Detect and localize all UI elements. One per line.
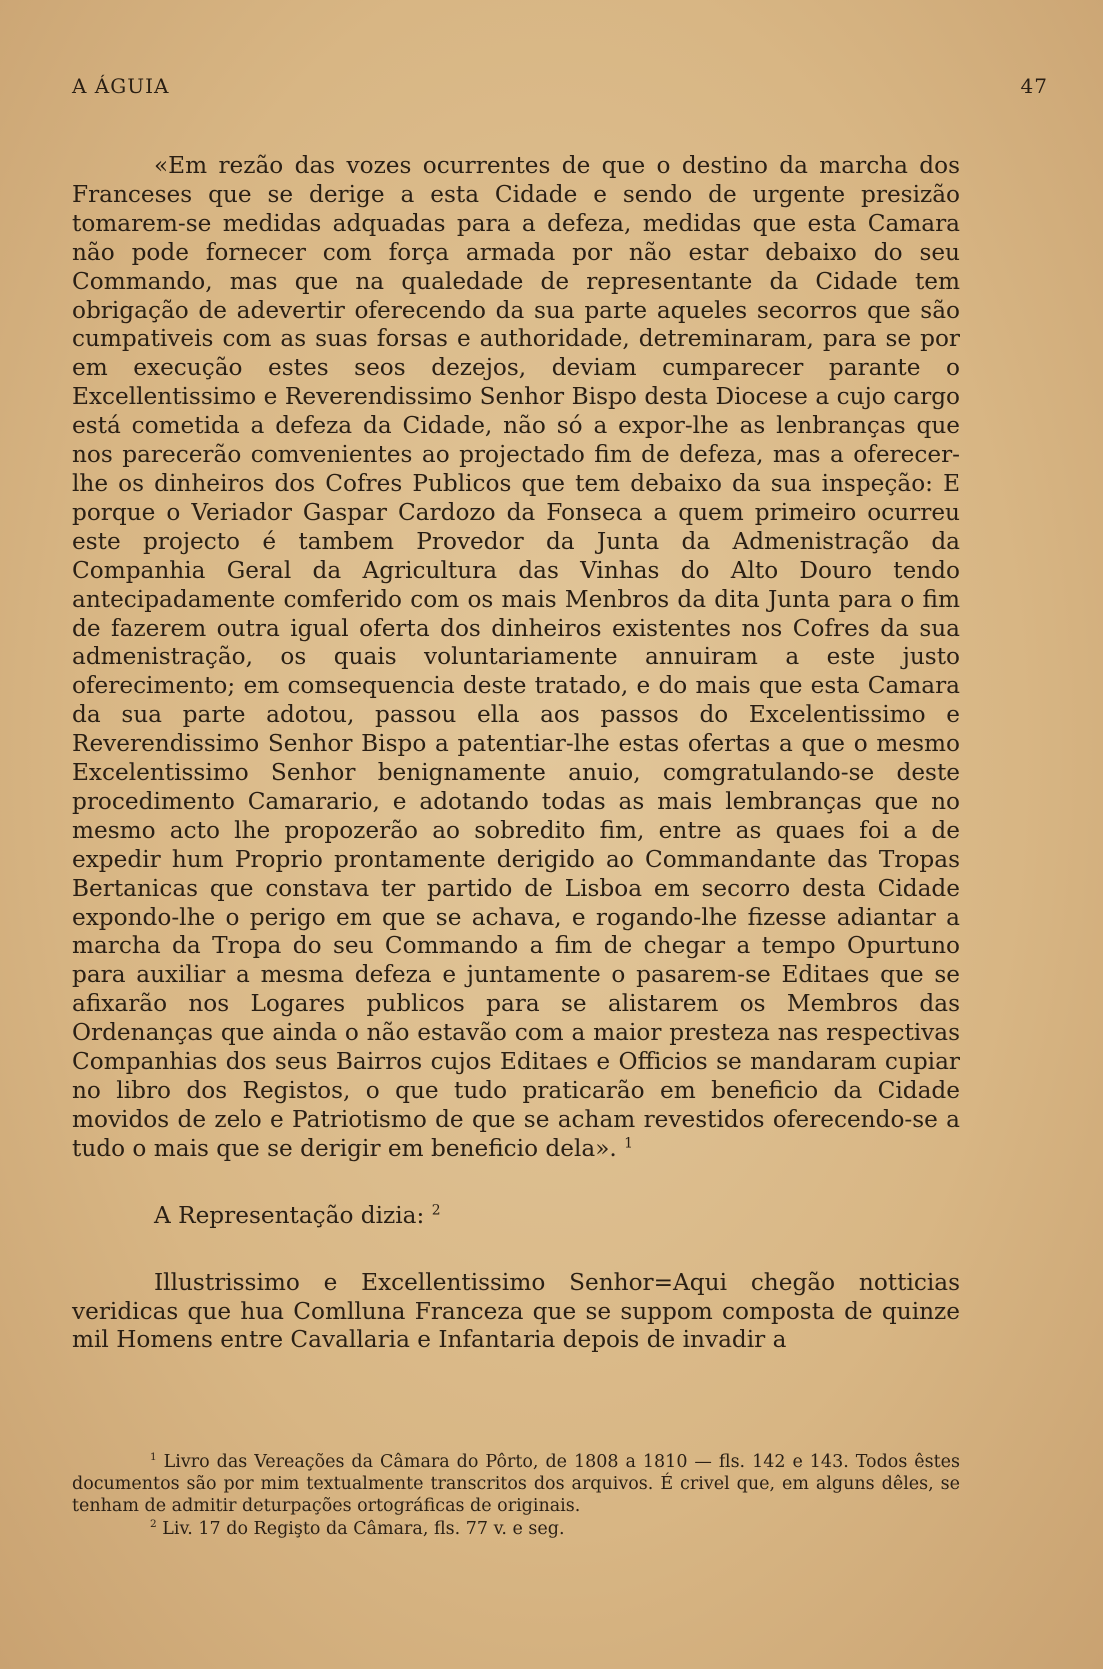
paragraph-gap xyxy=(72,1231,960,1269)
footnote-1-marker: 1 xyxy=(150,1451,157,1464)
footnote-ref-1: 1 xyxy=(624,1135,633,1152)
representation-text: Illustrissimo e Excellentissimo Senhor=Aqui chegão notticias veridicas que hua Comlluna Franceza que se suppom composta de quinze mil Homens entre Cavallaria e Infantaria depois de invadir a xyxy=(72,1268,960,1354)
footnote-1 xyxy=(72,1451,960,1518)
footnote-2-marker: 2 xyxy=(150,1517,157,1530)
footnote-2-text: Liv. 17 do Regişto da Câmara, fls. 77 v. e seg. xyxy=(162,1518,565,1539)
footnote-ref-2: 2 xyxy=(431,1201,441,1218)
footnote-2 xyxy=(72,1518,960,1540)
representation-intro-text: A Representação dizia: xyxy=(154,1201,425,1229)
paragraph-gap xyxy=(72,1164,960,1202)
quoted-minutes-text: «Em rezão das vozes ocurrentes de que o destino da marcha dos Franceses que se derige a esta Cidade e sendo de urgente presizão tomarem-se medidas adquadas para a defeza, medidas que esta Camara não pode fornecer com força armada por não estar debaixo do seu Commando, mas que na qualedade de representante da Cidade tem obrigação de adevertir oferecendo da sua parte aqueles secorros que são cumpativeis com as suas forsas e authoridade, detreminaram, para se por em execução estes seos dezejos, deviam cumparecer parante o Excellentissimo e Reverendissimo Senhor Bispo desta Diocese a cujo cargo está cometida a defeza da Cidade, não só a expor-lhe as lenbranças que nos parecerão comvenientes ao projectado fim de defeza, mas a oferecer-lhe os dinheiros dos Cofres Publicos que tem debaixo da sua inspeção: E porque o Veriador Gaspar Cardozo da Fonseca a quem primeiro ocurreu este projecto é tambem Provedor da Junta da Admenistração da Companhia Geral da Agricultura das Vinhas do Alto Douro tendo antecipadamente comferido com os mais Menbros da dita Junta para o fim de fazerem outra igual oferta dos dinheiros existentes nos Cofres da sua admenistração, os quais voluntariamente annuiram a este justo oferecimento; em comsequencia deste tratado, e do mais que esta Camara da sua parte adotou, passou ella aos passos do Excelentissimo e Reverendissimo Senhor Bispo a patentiar-lhe estas ofertas a que o mesmo Excelentissimo Senhor benignamente anuio, comgratulando-se deste procedimento Camarario, e adotando todas as mais lembranças que no mesmo acto lhe propozerão ao sobredito fim, entre as quaes foi a de expedir hum Proprio prontamente derigido ao Commandante das Tropas Bertanicas que constava ter partido de Lisboa em secorro desta Cidade expondo-lhe o perigo em que se achava, e rogando-lhe fizesse adiantar a marcha da Tropa do seu Commando a fim de chegar a tempo Opurtuno para auxiliar a mesma defeza e juntamente o pasarem-se Editaes que se afixarão nos Logares publicos para se alistarem os Membros das Ordenanças que ainda o não estavão com a maior presteza nas respectivas Companhias dos seus Bairros cujos Editaes e Officios se mandaram cupiar no libro dos Registos, o que tudo praticarão em beneficio da Cidade movidos de zelo e Patriotismo de que se acham revestidos oferecendo-se a tudo o mais que se derigir em beneficio dela». xyxy=(72,152,960,1162)
journal-title: A ÁGUIA xyxy=(72,74,170,98)
main-text xyxy=(72,152,960,1355)
footnote-1-text: Livro das Vereações da Câmara do Pôrto, de 1808 a 1810 — fls. 142 e 143. Todos êstes documentos são por mim textualmente transcritos dos arquivos. É crivel que, em alguns dêles, se tenham de admitir deturpações ortográficas de originais. xyxy=(72,1452,960,1517)
representation-intro xyxy=(72,1202,960,1231)
page-number: 47 xyxy=(1020,74,1048,98)
footnotes xyxy=(72,1451,960,1540)
quoted-minutes-paragraph xyxy=(72,152,960,1164)
